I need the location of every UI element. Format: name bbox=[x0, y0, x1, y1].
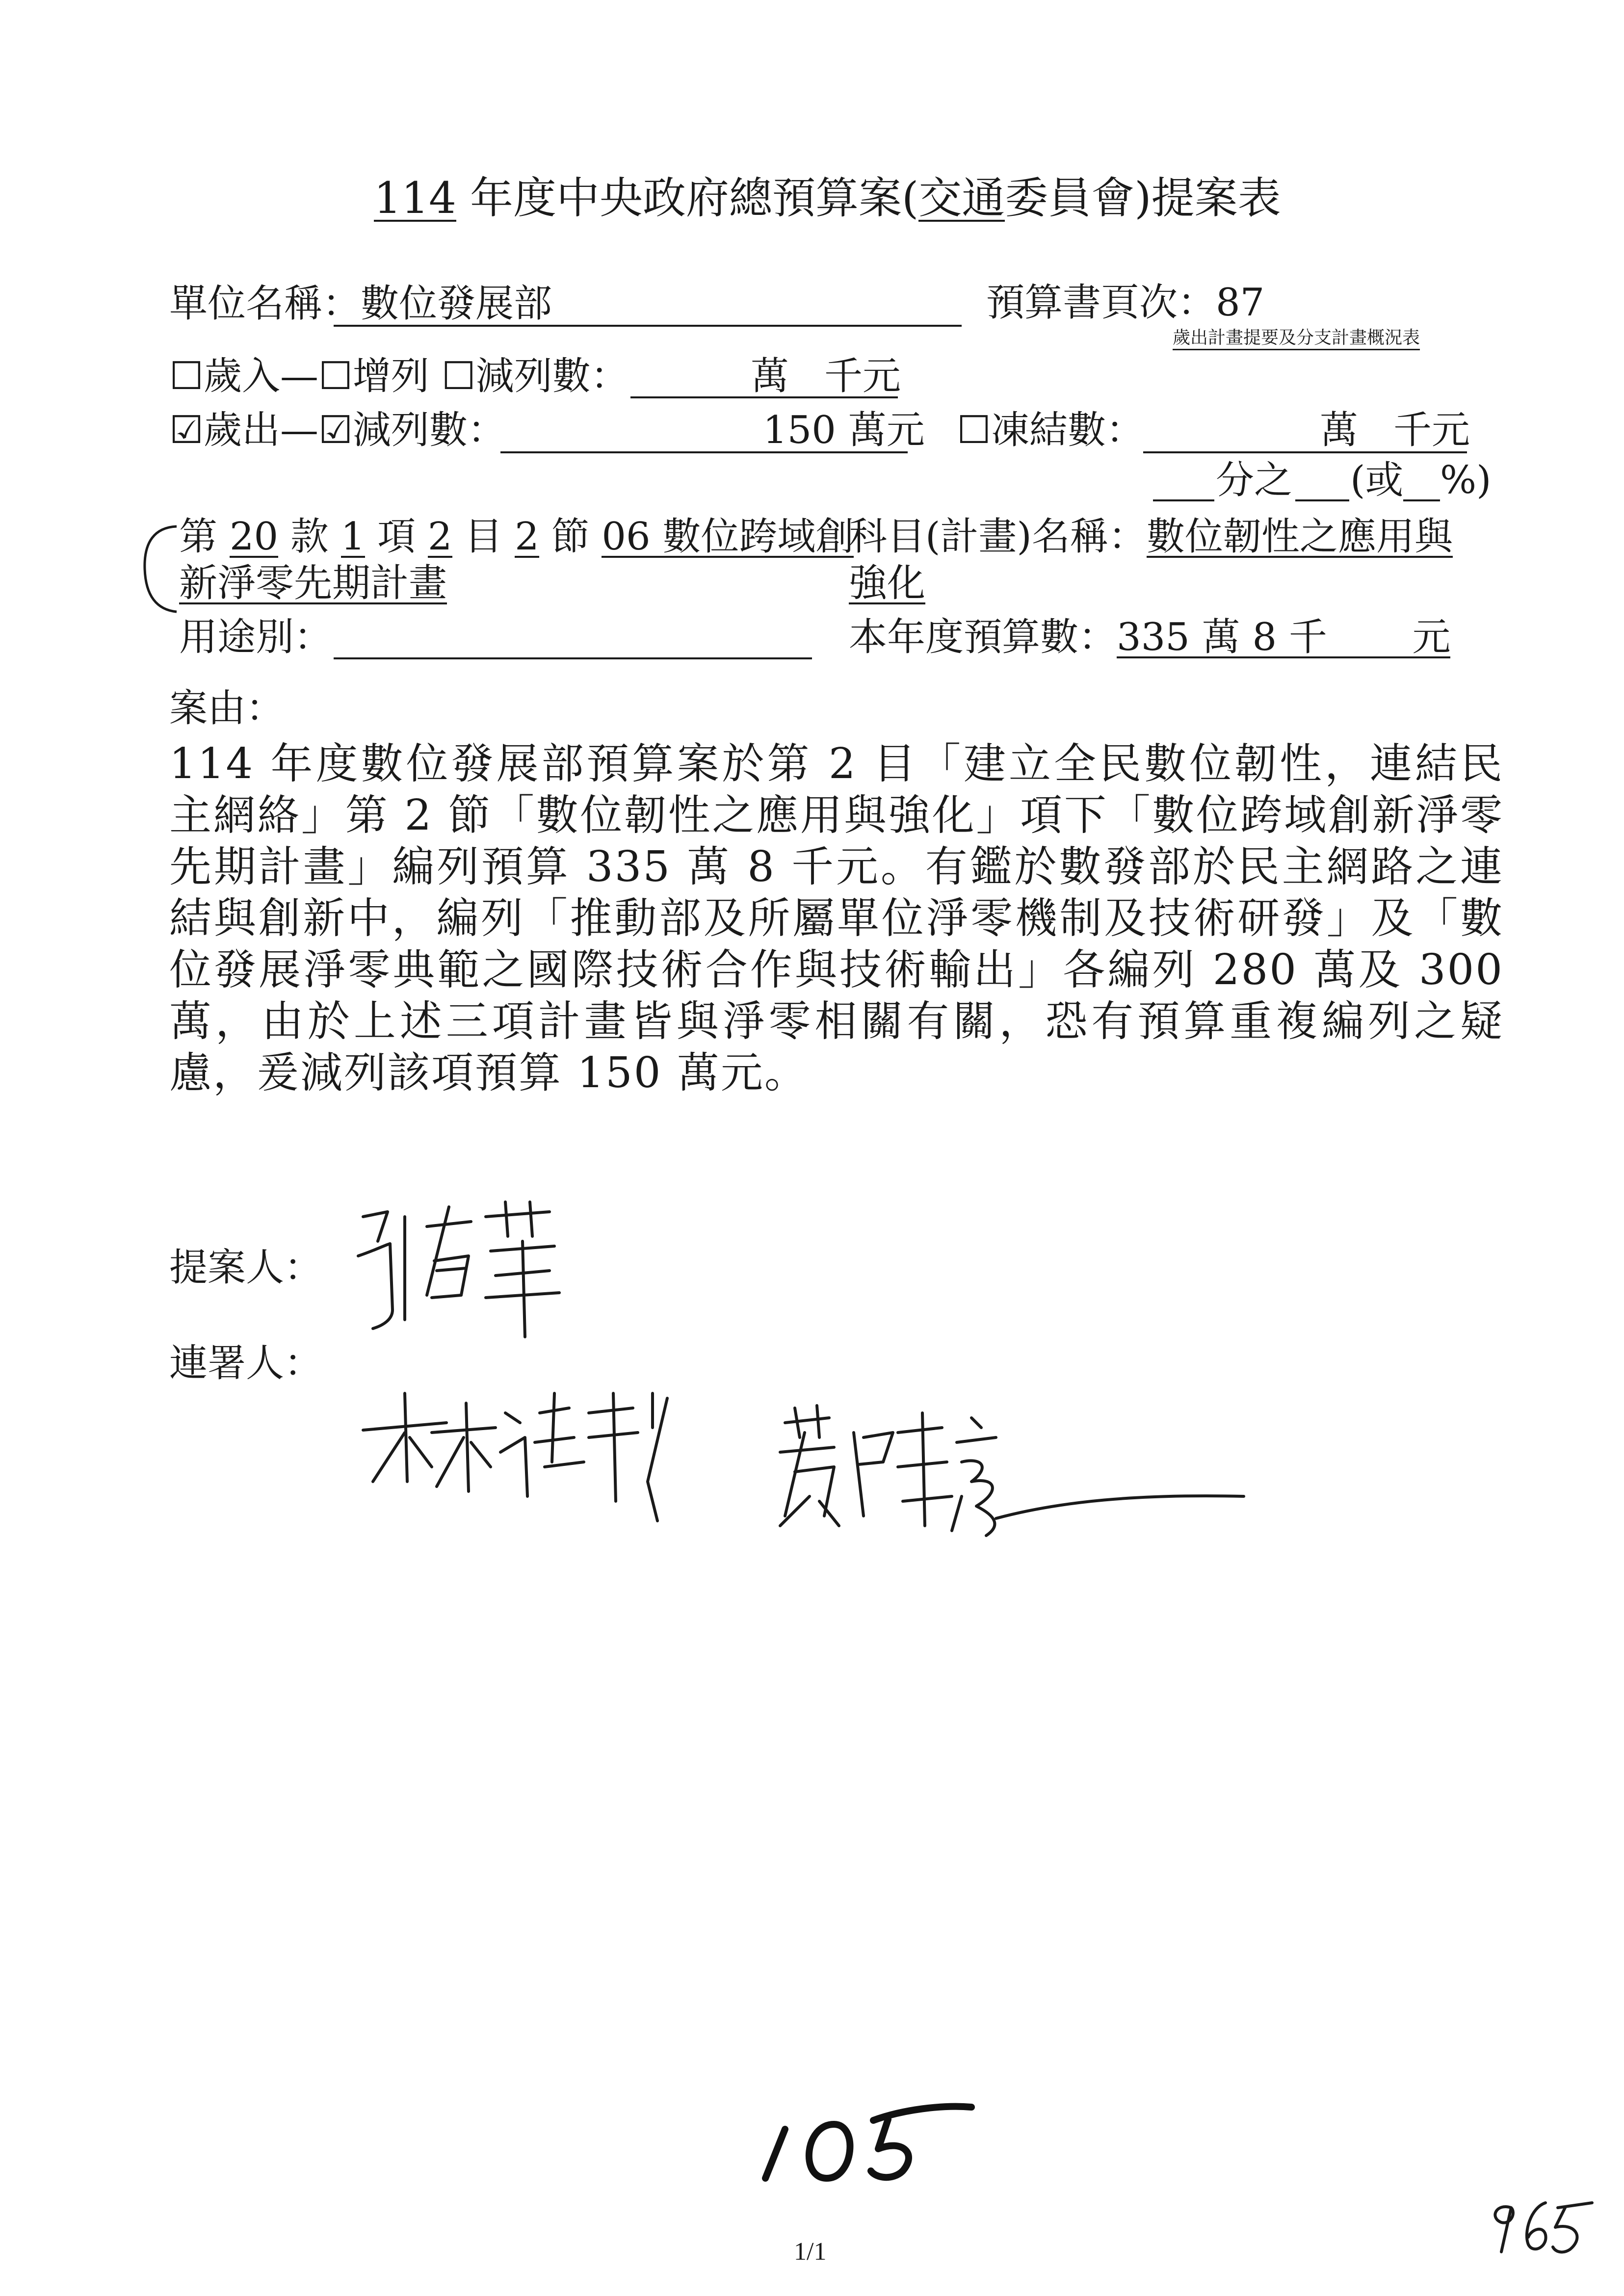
fraction-fen: 分之 bbox=[1216, 458, 1293, 502]
revenue-decrease-label: 減列數： bbox=[475, 354, 629, 398]
fraction-huo: (或 bbox=[1350, 458, 1404, 502]
cosigners-label: 連署人： bbox=[169, 1341, 323, 1385]
freeze-label: 凍結數： bbox=[991, 408, 1144, 452]
revenue-increase-label: 增列 bbox=[352, 354, 429, 398]
freeze-qian: 千元 bbox=[1393, 408, 1470, 452]
budget-page-note: 歲出計畫提要及分支計畫概況表 bbox=[1173, 324, 1420, 350]
annual-budget-value: 335 萬 8 千 bbox=[1117, 615, 1327, 659]
revenue-increase-checkbox: ☐ bbox=[318, 354, 353, 398]
unit-label: 單位名稱： bbox=[169, 282, 361, 326]
usage-label: 用途別： bbox=[179, 615, 333, 659]
usage-line bbox=[334, 657, 812, 659]
freeze-wan: 萬 bbox=[1320, 408, 1359, 452]
expenditure-amount bbox=[763, 408, 925, 452]
unit-row bbox=[169, 282, 552, 326]
expenditure-amount-value: 150 bbox=[763, 408, 836, 452]
fraction-pct: %) bbox=[1440, 458, 1492, 502]
revenue-qian: 千元 bbox=[824, 354, 901, 398]
page-number: 1/1 bbox=[794, 2238, 827, 2266]
proposer-label: 提案人： bbox=[169, 1246, 323, 1290]
item-row bbox=[179, 515, 854, 559]
annual-budget-row bbox=[849, 615, 1451, 659]
title-text-b: 委員會)提案表 bbox=[1005, 173, 1281, 223]
item-name-line1: 數位跨域創 bbox=[650, 515, 854, 559]
annual-budget-unit: 元 bbox=[1412, 615, 1451, 659]
proposer-signature bbox=[343, 1197, 579, 1339]
fraction-denominator-line bbox=[1295, 499, 1349, 501]
item-di: 第 bbox=[179, 515, 218, 559]
item-mu-number: 2 bbox=[427, 515, 452, 559]
subject-row bbox=[849, 515, 1453, 559]
revenue-row bbox=[169, 354, 629, 398]
expenditure-decrease-label: 減列數： bbox=[352, 408, 506, 452]
expenditure-amount-unit: 萬元 bbox=[848, 408, 925, 452]
item-kuan: 款 bbox=[278, 515, 341, 559]
corner-handwritten-number bbox=[1482, 2188, 1599, 2257]
budget-page-row bbox=[986, 281, 1265, 325]
left-bracket bbox=[140, 522, 179, 616]
budget-page-value: 87 bbox=[1216, 281, 1265, 325]
item-xiang: 項 bbox=[365, 515, 428, 559]
subject-value-line2: 強化 bbox=[849, 561, 926, 605]
fraction-percent-line bbox=[1403, 499, 1440, 501]
title-committee: 交通 bbox=[918, 173, 1005, 223]
title-year: 114 bbox=[374, 173, 456, 223]
revenue-checkbox: ☐ bbox=[169, 354, 204, 398]
item-name-row2 bbox=[179, 561, 447, 605]
item-code-value: 06 bbox=[602, 515, 651, 559]
annual-budget-label: 本年度預算數： bbox=[849, 615, 1117, 659]
item-mu: 目 bbox=[452, 515, 515, 559]
subject-label: 科目(計畫)名稱： bbox=[849, 515, 1147, 559]
expenditure-checkbox: ☑ bbox=[169, 408, 204, 452]
revenue-label: 歲入— bbox=[203, 354, 318, 398]
fraction-numerator-line bbox=[1153, 499, 1214, 501]
handwritten-number bbox=[756, 2085, 991, 2193]
unit-underline bbox=[334, 325, 962, 327]
revenue-decrease-checkbox: ☐ bbox=[441, 354, 476, 398]
expenditure-decrease-checkbox: ☑ bbox=[318, 408, 353, 452]
annual-budget-value-wrap bbox=[1117, 615, 1451, 659]
reason-text: 114 年度數位發展部預算案於第 2 目「建立全民數位韌性，連結民主網絡」第 2 節「數位韌性之應用與強化」項下「數位跨域創新淨零先期計畫」編列預算 335 萬 8 千元。有鑑於數發部於民主網路之連結與創新中，編列「推動部及所屬單位淨零機制及技術研發」及「數位發展淨零典範之國際技術合作與技術輸出」各編列 280 萬及 300 萬，由於上述三項計畫皆與淨零相關有關，恐有預算重複編列之疑慮，爰減列該項預算 150 萬元。 bbox=[169, 739, 1504, 1097]
form-title bbox=[374, 173, 1281, 223]
expenditure-row bbox=[169, 408, 506, 452]
freeze-checkbox: ☐ bbox=[957, 408, 991, 452]
item-jie: 節 bbox=[539, 515, 602, 559]
revenue-wan: 萬 bbox=[751, 354, 789, 398]
cosigner-signature-1 bbox=[358, 1383, 692, 1531]
freeze-row bbox=[957, 408, 1144, 452]
item-kuan-number: 20 bbox=[229, 515, 279, 559]
expenditure-label: 歲出— bbox=[203, 408, 318, 452]
subject-row2 bbox=[849, 561, 926, 605]
item-name-line2: 新淨零先期計畫 bbox=[179, 561, 447, 605]
reason-label: 案由： bbox=[169, 686, 285, 731]
unit-value: 數位發展部 bbox=[361, 282, 552, 326]
item-xiang-number: 1 bbox=[341, 515, 366, 559]
item-code bbox=[602, 515, 854, 559]
item-jie-number: 2 bbox=[515, 515, 539, 559]
budget-page-label: 預算書頁次： bbox=[986, 281, 1216, 325]
subject-value-line1: 數位韌性之應用與 bbox=[1146, 515, 1453, 559]
cosigner-signature-2 bbox=[765, 1403, 1246, 1540]
title-text-a: 年度中央政府總預算案( bbox=[456, 173, 919, 223]
